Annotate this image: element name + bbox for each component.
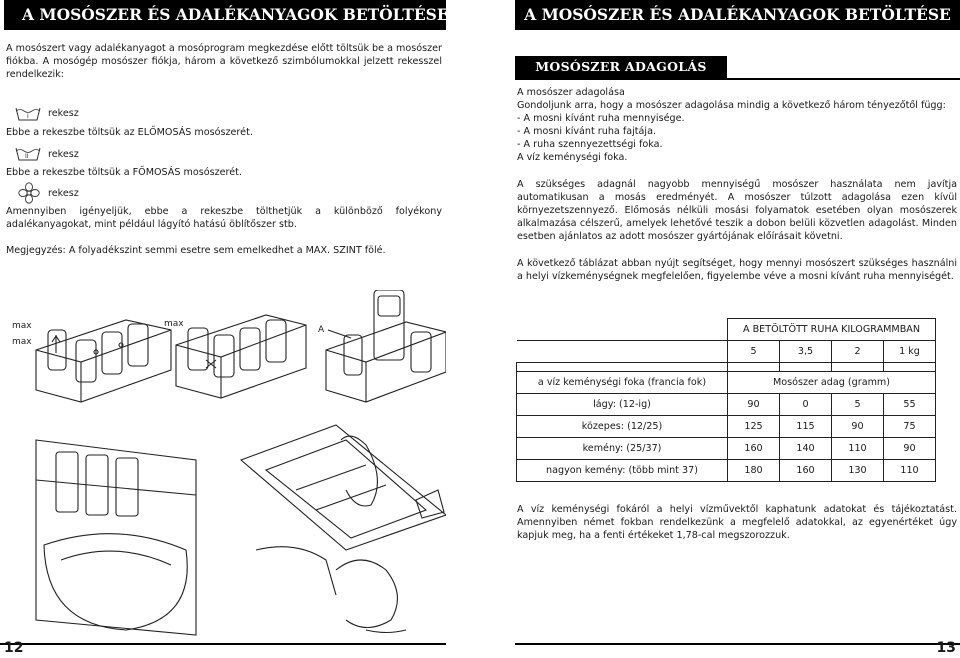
factor-type: - A mosni kívánt ruha fajtája. — [517, 126, 656, 137]
compartment-desc-mainwash: Ebbe a rekeszbe töltsük a FŐMOSÁS mosószerét. — [6, 167, 242, 178]
left-page-bottom-rule — [0, 643, 446, 645]
compartment-label-prewash: rekesz — [48, 108, 79, 119]
table-row — [517, 416, 936, 438]
cell: 115 — [780, 416, 832, 438]
factor-amount: - A mosni kívánt ruha mennyisége. — [517, 113, 685, 124]
dosage-table — [516, 318, 936, 482]
drawer-illustrations — [6, 290, 446, 415]
right-page-bottom-rule — [515, 643, 960, 645]
table-header-weight: A BETÖLTÖTT RUHA KILOGRAMMBAN — [728, 319, 936, 341]
prewash-icon — [15, 106, 41, 122]
cell: 90 — [728, 394, 780, 416]
right-page-number: 13 — [936, 640, 956, 656]
weight-col: 2 — [832, 341, 884, 363]
hardness-header: a víz keménységi foka (francia fok) — [517, 372, 728, 394]
intro-text: A mosószert vagy adalékanyagot a mosóprogram megkezdése előtt töltsük be a mosószer fiókba. A mosógép mosószer fiókja, három a következő szimbólumokkal jelzett rekesszel rendelkezik: — [6, 43, 442, 80]
cell: 5 — [832, 394, 884, 416]
row-label: közepes: (12/25) — [517, 416, 728, 438]
dosage-intro — [517, 86, 960, 164]
left-page-number: 12 — [4, 640, 24, 656]
cell: 140 — [780, 438, 832, 460]
overdose-paragraph: A szükséges adagnál nagyobb mennyiségű mosószer használata nem javítja automatikusan a mosás eredményét. A mosószer túlzott adagolása ezen kívül környezetszennyező. Előmosás nélküli mosási folyamatok esetében olyan mosószerek alkalmazása célszerű, amelyek lehetővé teszik a dobon belüli közvetlen adagolást. Minden esetben ajánlatos az adott mosószer gyártójának előírásait követni. — [517, 179, 957, 242]
table-row — [517, 394, 936, 416]
left-page-title: A MOSÓSZER ÉS ADALÉKANYAGOK BETÖLTÉSE — [4, 0, 446, 30]
siphon-label-a: A — [318, 325, 325, 335]
cell: 130 — [832, 460, 884, 482]
machine-illustrations — [6, 420, 446, 640]
dose-unit-header: Mosószer adag (gramm) — [728, 372, 936, 394]
cell: 110 — [832, 438, 884, 460]
max-label-1: max — [12, 321, 32, 331]
section-rule — [515, 78, 960, 80]
max-level-note: Megjegyzés: A folyadékszint semmi esetre sem emelkedhet a MAX. SZINT fölé. — [6, 245, 386, 256]
row-label: kemény: (25/37) — [517, 438, 728, 460]
max-label-2: max — [12, 337, 32, 347]
cell: 75 — [884, 416, 936, 438]
section-title: MOSÓSZER ADAGOLÁS — [515, 56, 727, 78]
compartment-label-mainwash: rekesz — [48, 149, 79, 160]
cell: 0 — [780, 394, 832, 416]
weight-col: 3,5 — [780, 341, 832, 363]
factor-soiling: - A ruha szennyezettségi foka. — [517, 139, 663, 150]
weight-col: 5 — [728, 341, 780, 363]
dosage-factors-lead: Gondoljunk arra, hogy a mosószer adagolása mindig a következő három tényezőtől függ: — [517, 100, 946, 111]
factor-hardness: A víz keménységi foka. — [517, 152, 628, 163]
max-label-3: max — [164, 319, 184, 329]
row-label: lágy: (12-ig) — [517, 394, 728, 416]
cell: 125 — [728, 416, 780, 438]
cell: 180 — [728, 460, 780, 482]
compartment-desc-softener: Amennyiben igényeljük, ebbe a rekeszbe tölthetjük a különböző folyékony adalékanyagokat, mint például lágyító hatású öblítőszer stb. — [6, 206, 442, 230]
dosage-heading: A mosószer adagolása — [517, 87, 625, 98]
compartment-label-softener: rekesz — [48, 188, 79, 199]
svg-text:II: II — [25, 153, 29, 160]
cell: 55 — [884, 394, 936, 416]
german-degrees-paragraph: A víz keménységi fokáról a helyi vízművektől kaphatunk adatokat és tájékoztatást. Amennyiben német fokban rendelkezünk a megfelelő adatokkal, az egyenértéket úgy kapjuk meg, ha a fenti értékeket 1,78-cal megszorozzuk. — [517, 504, 957, 541]
cell: 90 — [832, 416, 884, 438]
weight-col: 1 kg — [884, 341, 936, 363]
mainwash-icon — [15, 146, 41, 162]
table-row — [517, 460, 936, 482]
table-corner-2 — [517, 341, 728, 363]
table-row — [517, 438, 936, 460]
compartment-desc-prewash: Ebbe a rekeszbe töltsük az ELŐMOSÁS mosószerét. — [6, 127, 253, 138]
table-intro-paragraph: A következő táblázat abban nyújt segítséget, hogy mennyi mosószert szükséges használni a helyi vízkeménységnek megfelelően, figyelembe véve a mosni kívánt ruha mennyiségét. — [517, 258, 957, 282]
cell: 160 — [780, 460, 832, 482]
right-page-title: A MOSÓSZER ÉS ADALÉKANYAGOK BETÖLTÉSE — [515, 0, 960, 30]
cell: 160 — [728, 438, 780, 460]
cell: 110 — [884, 460, 936, 482]
softener-flower-icon — [18, 182, 40, 204]
table-corner — [517, 319, 728, 341]
svg-text:I: I — [27, 113, 29, 120]
cell: 90 — [884, 438, 936, 460]
row-label: nagyon kemény: (több mint 37) — [517, 460, 728, 482]
